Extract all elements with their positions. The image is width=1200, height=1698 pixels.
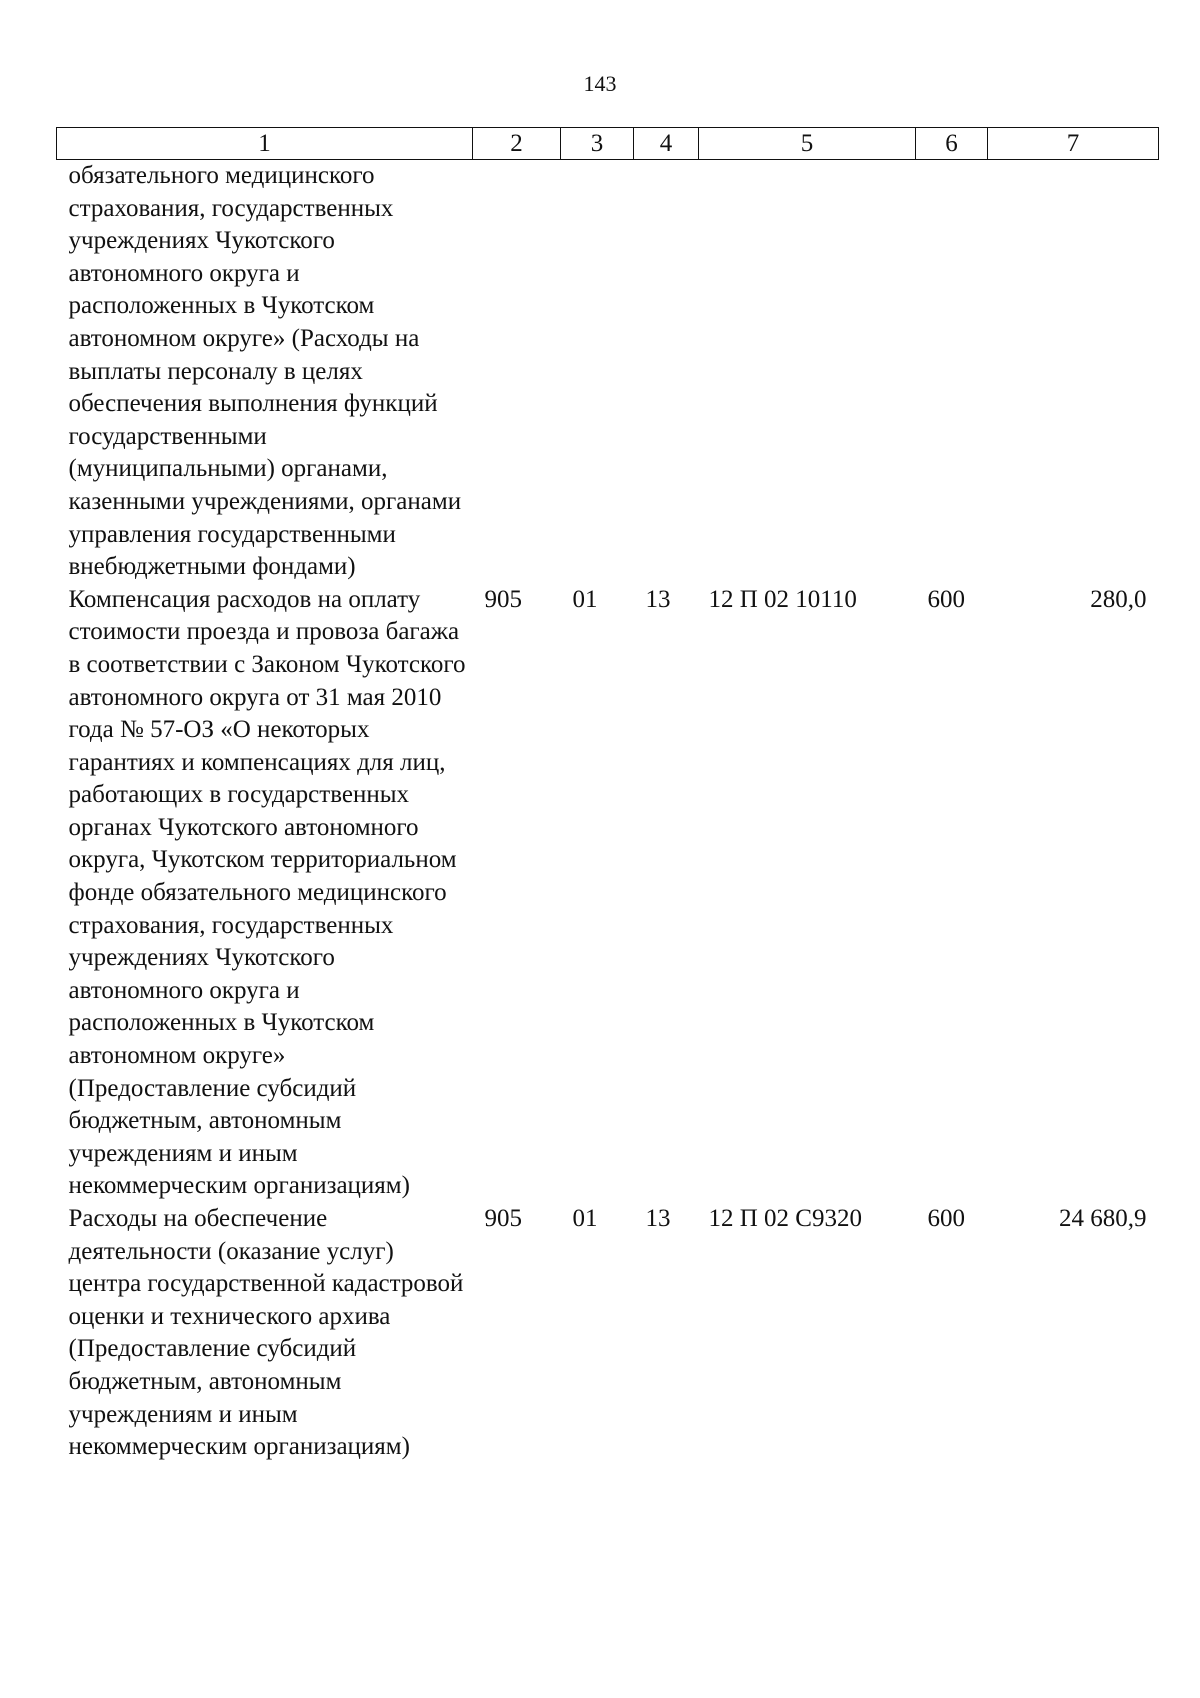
row-ministry-code: 905: [484, 585, 522, 613]
row-description: Компенсация расходов на оплату стоимости проезда и провоза багажа в соответствии с Законом Чукотского автономного округа от 31 мая 2010 года № 57-ОЗ «О некоторых гарантиях и компенсациях для лиц, работающих в государственных органах Чукотского автономного округа, Чукотском территориальном фонде обязательного медицинского страхования, государственных учреждениях Чукотского автономного округа и расположенных в Чукотском автономном округе» (Предоставление субсидий бюджетным, автономным учреждениям и иным некоммерческим организациям): [68, 585, 466, 1200]
table-row: [57, 1203, 1159, 1464]
row-section: 01: [572, 585, 598, 613]
row-target-article: 12 П 02 10110: [708, 585, 857, 613]
row-amount: 280,0: [1090, 585, 1147, 613]
column-header-7: 7: [988, 128, 1159, 160]
row-section: 01: [572, 1205, 598, 1232]
row-ministry-code: [473, 160, 561, 584]
budget-table: [56, 127, 1159, 1464]
column-header-3: 3: [561, 128, 634, 160]
row-subsection: 13: [645, 585, 671, 613]
column-header-1: 1: [57, 128, 473, 160]
table-row: [57, 584, 1159, 1203]
row-expense-type: 600: [927, 1205, 965, 1232]
row-target-article: 12 П 02 С9320: [708, 1205, 862, 1232]
column-header-4: 4: [634, 128, 699, 160]
table-header-row: [57, 128, 1159, 160]
column-header-2: 2: [473, 128, 561, 160]
row-subsection: 13: [645, 1205, 671, 1232]
row-section: [561, 160, 634, 584]
row-amount: 24 680,9: [1059, 1205, 1147, 1232]
row-target-article: [699, 160, 916, 584]
row-expense-type: [916, 160, 988, 584]
row-description: Расходы на обеспечение деятельности (оказание услуг) центра государственной кадастровой оценки и технического архива (Предоставление субсидий бюджетным, автономным учреждениям и иным некоммерческим организациям): [68, 1205, 464, 1461]
row-ministry-code: 905: [484, 1205, 522, 1232]
page-number: 143: [583, 71, 617, 96]
column-header-6: 6: [916, 128, 988, 160]
row-expense-type: 600: [927, 585, 965, 613]
row-subsection: [634, 160, 699, 584]
row-description: обязательного медицинского страхования, государственных учреждениях Чукотского автономного округа и расположенных в Чукотском автономном округе» (Расходы на выплаты персоналу в целях обеспечения выполнения функций государственными (муниципальными) органами, казенными учреждениями, органами управления государственными внебюджетными фондами): [68, 162, 462, 581]
column-header-5: 5: [699, 128, 916, 160]
row-amount: [988, 160, 1159, 584]
table-row: [57, 160, 1159, 584]
